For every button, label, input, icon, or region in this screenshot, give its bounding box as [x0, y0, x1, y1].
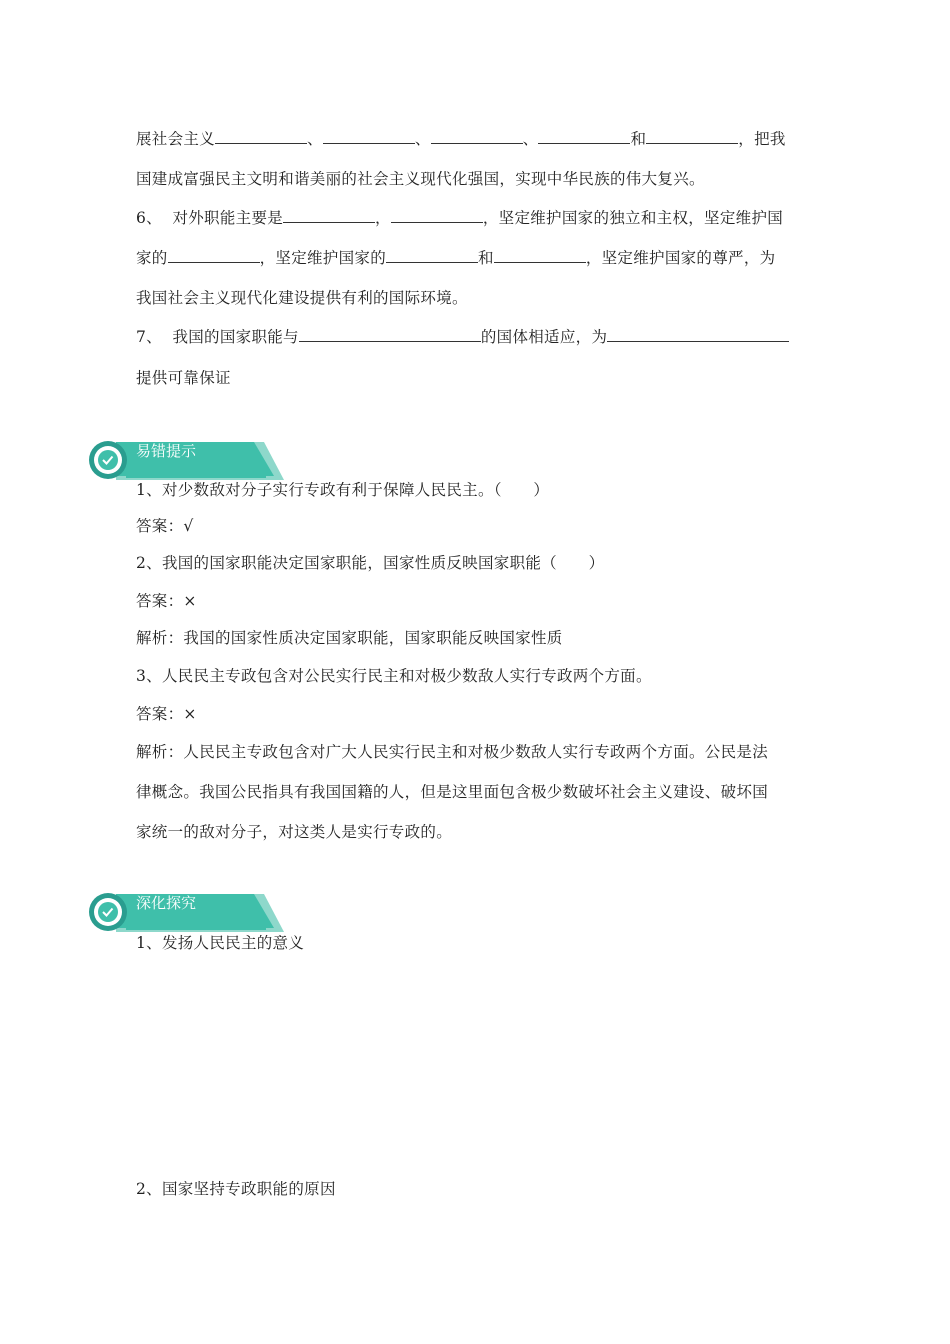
q7-text: 的国体相适应，为 [480, 328, 608, 346]
conjunction: 和 [478, 249, 494, 267]
item-2-question: 2、我国的国家职能决定国家职能，国家性质反映国家职能（ ） [136, 554, 605, 572]
fill-blank[interactable] [607, 326, 789, 342]
item-3-analysis-2: 律概念。我国公民指具有我国国籍的人，但是这里面包含极少数破坏社会主义建设、破坏国 [136, 783, 769, 801]
section-title: 深化探究 [136, 894, 197, 912]
answer-text: 答案：√ [136, 517, 194, 535]
separator: 、 [307, 130, 323, 148]
item-1-question: 1、对少数敌对分子实行专政有利于保障人民民主。（ ） [136, 481, 550, 499]
fill-blank[interactable] [538, 128, 630, 144]
q7-line-2: 提供可靠保证 [136, 369, 231, 387]
fill-blank[interactable] [391, 207, 483, 223]
q6-text: ，坚定维护国家的 [259, 249, 387, 267]
item-2-analysis: 解析：我国的国家性质决定国家职能，国家职能反映国家性质 [136, 629, 563, 647]
fill-blank[interactable] [494, 247, 586, 263]
fill-blank[interactable] [431, 128, 523, 144]
q6-text-end: ，坚定维护国家的独立和主权，坚定维护国 [482, 209, 784, 227]
q5-line-1 [136, 128, 816, 150]
fill-blank[interactable] [215, 128, 307, 144]
conjunction: 和 [630, 130, 647, 148]
explore-item-1: 1、发扬人民民主的意义 [136, 934, 305, 952]
explore-item-2: 2、国家坚持专政职能的原因 [136, 1180, 336, 1198]
separator: 、 [414, 130, 431, 148]
separator: ， [375, 209, 391, 227]
fill-blank[interactable] [299, 326, 481, 342]
item-1-answer [136, 515, 816, 537]
fill-blank[interactable] [168, 247, 260, 263]
q6-text-end: ，坚定维护国家的尊严，为 [585, 249, 776, 267]
q7-number: 7、 [136, 328, 162, 346]
q6-text: 家的 [136, 249, 168, 267]
q6-line-3: 我国社会主义现代化建设提供有利的国际环境。 [136, 289, 468, 307]
q6-number: 6、 [136, 209, 162, 227]
q5-text-end: ，把我 [738, 130, 786, 148]
q5-line-2: 国建成富强民主文明和谐美丽的社会主义现代化强国，实现中华民族的伟大复兴。 [136, 170, 705, 188]
fill-blank[interactable] [646, 128, 738, 144]
fill-blank[interactable] [283, 207, 375, 223]
item-3-analysis-1: 解析：人民民主专政包含对广大人民实行民主和对极少数敌人实行专政两个方面。公民是法 [136, 743, 769, 761]
item-3-analysis-3: 家统一的敌对分子，对这类人是实行专政的。 [136, 823, 453, 841]
q7-line-1 [136, 326, 816, 348]
section-title: 易错提示 [136, 442, 197, 460]
q7-text: 我国的国家职能与 [172, 328, 299, 346]
q6-line-1 [136, 207, 816, 229]
q6-text: 对外职能主要是 [172, 209, 284, 227]
separator: 、 [522, 130, 539, 148]
q6-line-2 [136, 247, 816, 269]
fill-blank[interactable] [386, 247, 478, 263]
item-3-answer: 答案：× [136, 705, 197, 723]
fill-blank[interactable] [323, 128, 415, 144]
item-2-answer: 答案：× [136, 592, 197, 610]
item-3-question: 3、人民民主专政包含对公民实行民主和对极少数敌人实行专政两个方面。 [136, 667, 652, 685]
q5-text: 展社会主义 [136, 130, 216, 148]
